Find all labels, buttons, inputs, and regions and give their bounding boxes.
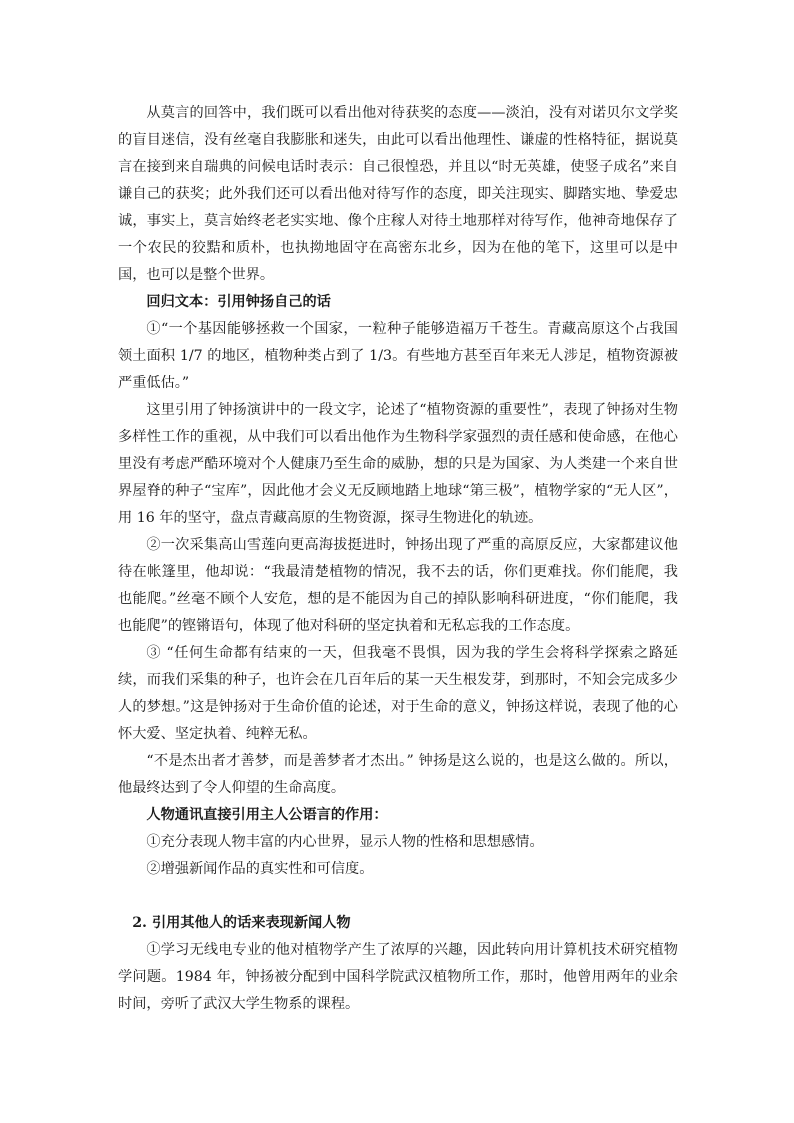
section-heading-2: 2. 引用其他人的话来表现新闻人物 [132,915,351,931]
paragraph-other-people-1: ①学习无线电专业的他对植物学产生了浓厚的兴趣，因此转向用计算机技术研究植物学问题。1984 年，钟扬被分配到中国科学院武汉植物所工作，那时，他曾用两年的业余时间，旁听了武汉大学生物系的课程。 [118,942,678,1012]
list-item-function-2: ②增强新闻作品的真实性和可信度。 [146,861,374,877]
list-item-function-1: ①充分表现人物丰富的内心世界，显示人物的性格和思想感情。 [146,834,544,850]
paragraph-dream-quote: “不是杰出者才善梦，而是善梦者才杰出。” 钟扬是这么说的，也是这么做的。所以，他最终达到了令人仰望的生命高度。 [118,753,678,796]
paragraph-moyan-attitude: 从莫言的回答中，我们既可以看出他对待获奖的态度——淡泊，没有对诺贝尔文学奖的盲目迷信，没有丝毫自我膨胀和迷失，由此可以看出他理性、谦虚的性格特征，据说莫言在接到来自瑞典的问候电话时表示：自己很惶恐，并且以“时无英雄，使竖子成名”来自谦自己的获奖；此外我们还可以看出他对待写作的态度，即关注现实、脚踏实地、挚爱忠诚，事实上，莫言始终老老实实地、像个庄稼人对待土地那样对待写作，他神奇地保存了一个农民的狡黠和质朴，也执拗地固守在高密东北乡，因为在他的笔下，这里可以是中国，也可以是整个世界。 [118,105,678,283]
paragraph-quote-2: ②一次采集高山雪莲向更高海拔挺进时，钟扬出现了严重的高原反应，大家都建议他待在帐篷里，他却说：“我最清楚植物的情况，我不去的话，你们更难找。你们能爬，我也能爬。”丝毫不顾个人安危，想的是不能因为自己的掉队影响科研进度，“你们能爬，我也能爬”的铿锵语句，体现了他对科研的坚定执着和无私忘我的工作态度。 [118,537,678,634]
heading-return-to-text: 回归文本：引用钟扬自己的话 [146,294,331,310]
document-page [118,100,678,1018]
paragraph-analysis-1: 这里引用了钟扬演讲中的一段文字，论述了“植物资源的重要性”，表现了钟扬对生物多样性工作的重视，从中我们可以看出他作为生物科学家强烈的责任感和使命感，在他心里没有考虑严酷环境对个人健康乃至生命的威胁，想的只是为国家、为人类建一个来自世界屋脊的种子“宝库”，因此他才会义无反顾地踏上地球“第三极”，植物学家的“无人区”，用 16 年的坚守，盘点青藏高原的生物资源，探寻生物进化的轨迹。 [118,402,678,526]
paragraph-quote-1: ①“一个基因能够拯救一个国家，一粒种子能够造福万千苍生。青藏高原这个占我国领土面积 1/7 的地区，植物种类占到了 1/3。有些地方甚至百年来无人涉足，植物资源被严重低估。” [118,321,678,391]
paragraph-quote-3: ③ “任何生命都有结束的一天，但我毫不畏惧，因为我的学生会将科学探索之路延续，而我们采集的种子，也许会在几百年后的某一天生根发芽，到那时，不知会完成多少人的梦想。”这是钟扬对于生命价值的论述，对于生命的意义，钟扬这样说，表现了他的心怀大爱、坚定执着、纯粹无私。 [118,645,678,742]
heading-quote-function: 人物通讯直接引用主人公语言的作用： [146,807,388,823]
